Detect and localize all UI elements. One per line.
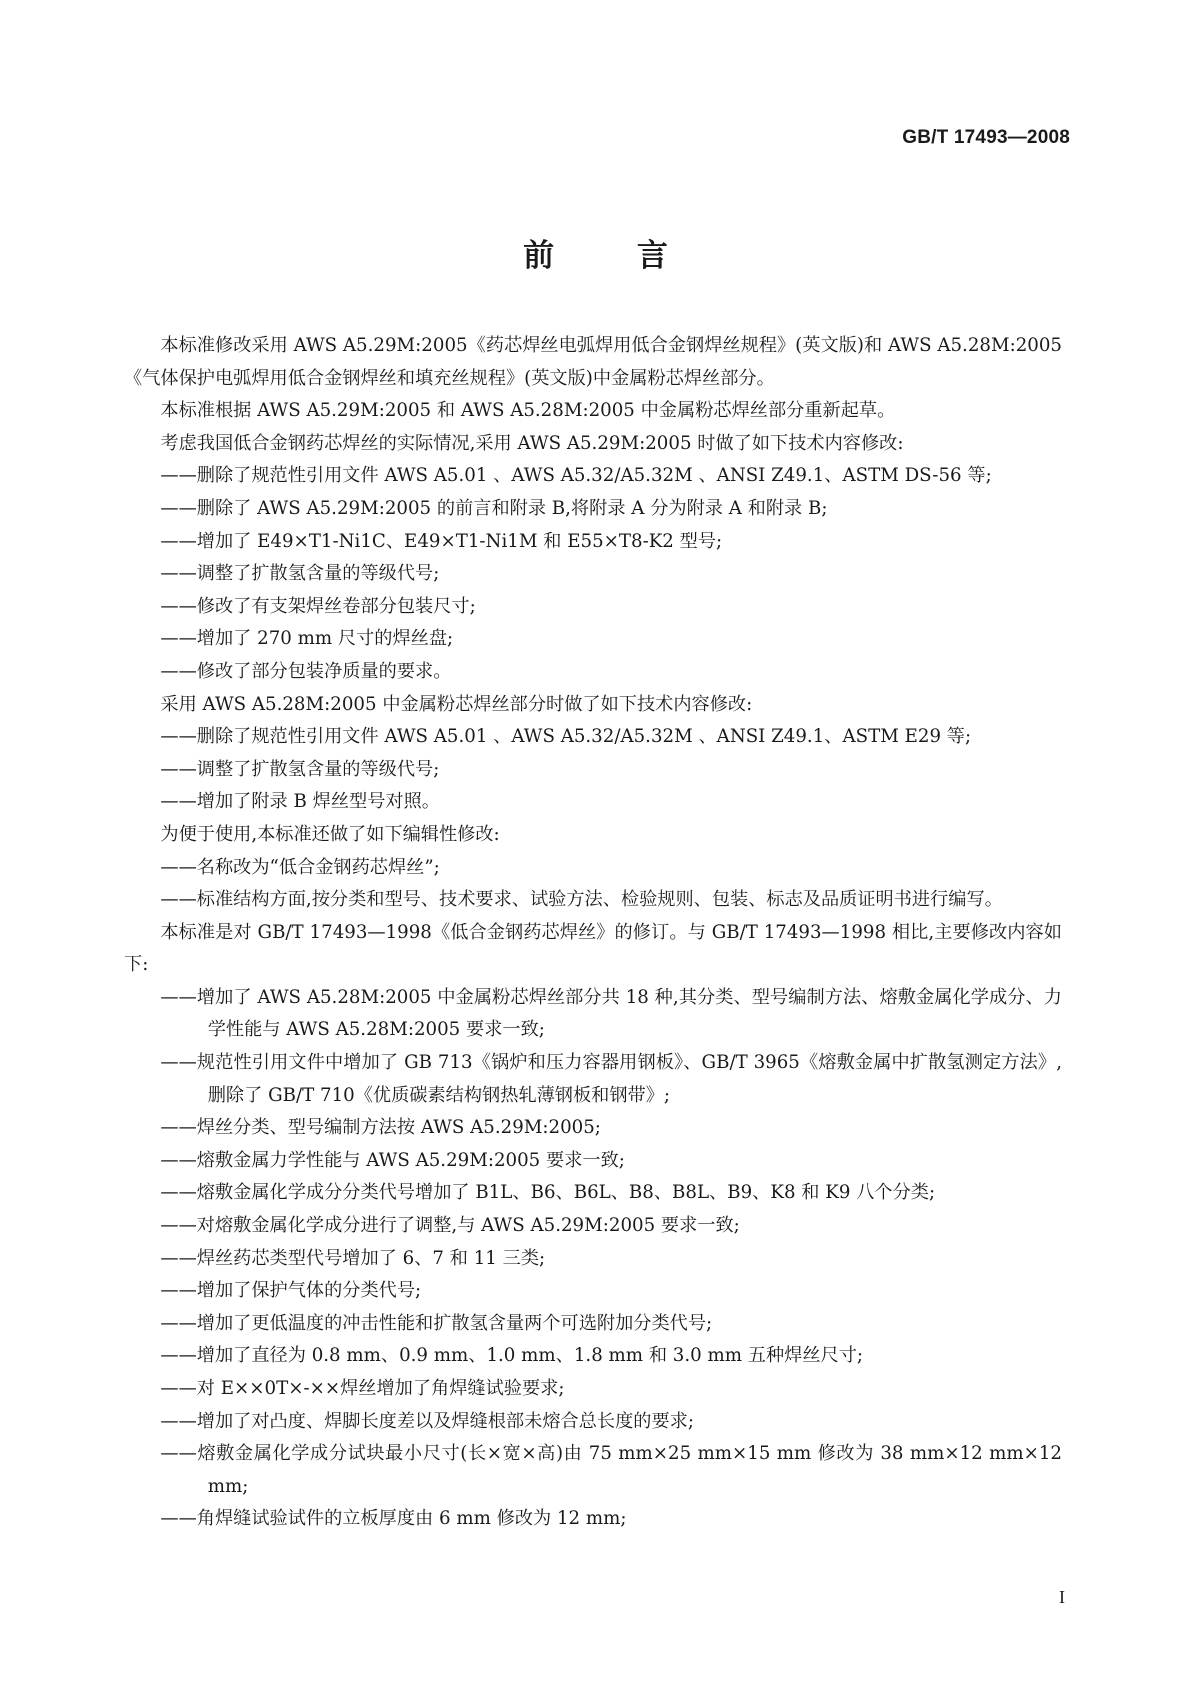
- list-item: ——删除了 AWS A5.29M:2005 的前言和附录 B,将附录 A 分为附录 A 和附录 B;: [160, 497, 828, 519]
- list-item: ——标准结构方面,按分类和型号、技术要求、试验方法、检验规则、包装、标志及品质证明书进行编写。: [160, 889, 1003, 911]
- list-item: ——删除了规范性引用文件 AWS A5.01 、AWS A5.32/A5.32M 、ANSI Z49.1、ASTM DS-56 等;: [160, 465, 992, 487]
- list-item: ——增加了 AWS A5.28M:2005 中金属粉芯焊丝部分共 18 种,其分类、型号编制方法、熔敷金属化学成分、力学性能与 AWS A5.28M:2005 要求一致;: [160, 986, 1062, 1041]
- list-item: ——对熔敷金属化学成分进行了调整,与 AWS A5.29M:2005 要求一致;: [160, 1215, 740, 1237]
- list-item: ——增加了直径为 0.8 mm、0.9 mm、1.0 mm、1.8 mm 和 3.0 mm 五种焊丝尺寸;: [160, 1345, 864, 1367]
- list-item: ——角焊缝试验试件的立板厚度由 6 mm 修改为 12 mm;: [160, 1508, 627, 1530]
- list-item: ——增加了附录 B 焊丝型号对照。: [160, 791, 440, 813]
- list-item: ——增加了 270 mm 尺寸的焊丝盘;: [160, 628, 454, 650]
- list-item: ——增加了保护气体的分类代号;: [160, 1280, 422, 1302]
- paragraph: 采用 AWS A5.28M:2005 中金属粉芯焊丝部分时做了如下技术内容修改:: [160, 693, 753, 715]
- foreword-body: [124, 330, 1062, 1536]
- list-item: ——熔敷金属力学性能与 AWS A5.29M:2005 要求一致;: [160, 1149, 625, 1171]
- list-item: ——焊丝药芯类型代号增加了 6、7 和 11 三类;: [160, 1247, 546, 1269]
- standard-code: GB/T 17493—2008: [902, 127, 1070, 148]
- paragraph: 为便于使用,本标准还做了如下编辑性修改:: [160, 823, 500, 845]
- list-item: ——增加了更低温度的冲击性能和扩散氢含量两个可选附加分类代号;: [160, 1312, 713, 1334]
- list-item: ——删除了规范性引用文件 AWS A5.01 、AWS A5.32/A5.32M 、ANSI Z49.1、ASTM E29 等;: [160, 726, 972, 748]
- list-item: ——增加了 E49×T1-Ni1C、E49×T1-Ni1M 和 E55×T8-K2 型号;: [160, 530, 723, 552]
- list-item: ——对 E××0T×-××焊丝增加了角焊缝试验要求;: [160, 1378, 565, 1399]
- list-item: ——修改了有支架焊丝卷部分包装尺寸;: [160, 595, 476, 617]
- paragraph: 本标准是对 GB/T 17493—1998《低合金钢药芯焊丝》的修订。与 GB/T 17493—1998 相比,主要修改内容如下:: [124, 921, 1062, 976]
- page-title: 前 言: [523, 238, 704, 274]
- list-item: ——调整了扩散氢含量的等级代号;: [160, 758, 440, 780]
- list-item: ——调整了扩散氢含量的等级代号;: [160, 563, 440, 585]
- list-item: ——修改了部分包装净质量的要求。: [160, 660, 452, 682]
- paragraph: 考虑我国低合金钢药芯焊丝的实际情况,采用 AWS A5.29M:2005 时做了如下技术内容修改:: [160, 432, 904, 454]
- page-number: I: [1059, 1587, 1065, 1607]
- paragraph: 本标准根据 AWS A5.29M:2005 和 AWS A5.28M:2005 中金属粉芯焊丝部分重新起草。: [160, 400, 896, 422]
- list-item: ——熔敷金属化学成分分类代号增加了 B1L、B6、B6L、B8、B8L、B9、K8 和 K9 八个分类;: [160, 1182, 936, 1204]
- list-item: ——名称改为“低合金钢药芯焊丝”;: [160, 856, 440, 878]
- list-item: ——熔敷金属化学成分试块最小尺寸(长×宽×高)由 75 mm×25 mm×15 mm 修改为 38 mm×12 mm×12 mm;: [160, 1443, 1062, 1497]
- list-item: ——焊丝分类、型号编制方法按 AWS A5.29M:2005;: [160, 1117, 601, 1139]
- list-item: ——规范性引用文件中增加了 GB 713《锅炉和压力容器用钢板》、GB/T 3965《熔敷金属中扩散氢测定方法》,删除了 GB/T 710《优质碳素结构钢热轧薄钢板和钢带》;: [160, 1052, 1062, 1106]
- paragraph: 本标准修改采用 AWS A5.29M:2005《药芯焊丝电弧焊用低合金钢焊丝规程》(英文版)和 AWS A5.28M:2005《气体保护电弧焊用低合金钢焊丝和填充丝规程》(英文版)中金属粉芯焊丝部分。: [124, 335, 1062, 389]
- list-item: ——增加了对凸度、焊脚长度差以及焊缝根部未熔合总长度的要求;: [160, 1410, 694, 1432]
